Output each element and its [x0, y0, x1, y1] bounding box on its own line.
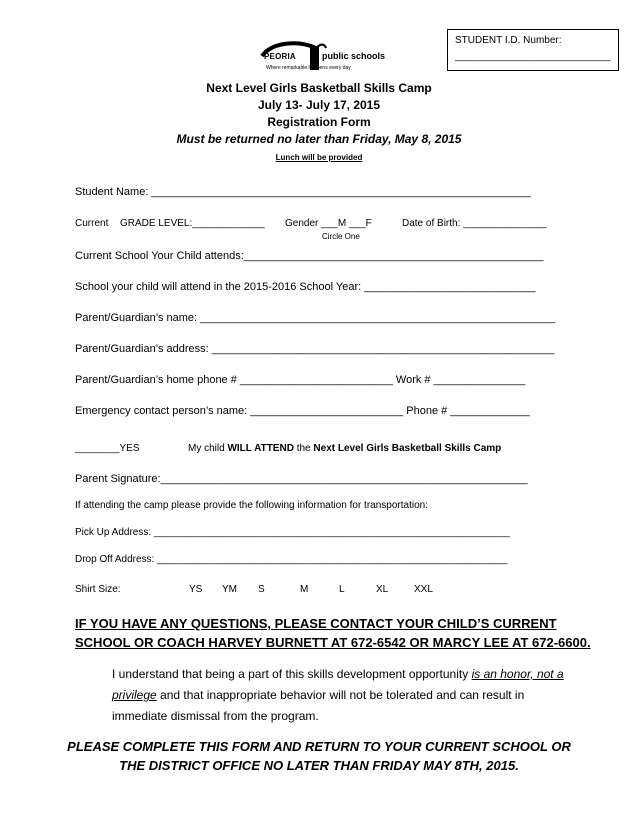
parent-address-field[interactable]: Parent/Guardian’s address: ________________________________________________________: [75, 343, 555, 355]
shirt-size-s[interactable]: S: [258, 584, 265, 595]
attendance-statement: [188, 443, 501, 454]
student-name-field[interactable]: Student Name: ______________________________________________________________: [75, 186, 531, 198]
camp-title: Next Level Girls Basketball Skills Camp: [206, 81, 432, 95]
shirt-size-m[interactable]: M: [300, 584, 309, 595]
disclaimer-part1: I understand that being a part of this skills development opportunity: [112, 667, 472, 681]
parent-name-field[interactable]: Parent/Guardian’s name: __________________________________________________________: [75, 312, 555, 324]
shirt-size-xl[interactable]: XL: [376, 584, 389, 595]
grade-level-field[interactable]: GRADE LEVEL:_____________: [120, 218, 265, 229]
student-id-box: [447, 29, 619, 71]
circle-one-note: Circle One: [322, 232, 360, 241]
home-phone-field[interactable]: Parent/Guardian’s home phone # _________________________ Work # _______________: [75, 374, 526, 386]
closing-instruction-line1: PLEASE COMPLETE THIS FORM AND RETURN TO YOUR CURRENT SCHOOL OR: [67, 739, 571, 754]
conduct-disclaimer: [112, 664, 572, 727]
attendance-text-mid: the: [293, 443, 314, 454]
attendance-camp-name: Next Level Girls Basketball Skills Camp: [313, 443, 502, 454]
attend-yes-field[interactable]: ________YES: [75, 443, 140, 454]
contact-notice-line1: IF YOU HAVE ANY QUESTIONS, PLEASE CONTACT YOUR CHILD’S CURRENT: [75, 616, 557, 631]
shirt-size-ym[interactable]: YM: [222, 584, 237, 595]
camp-dates: July 13- July 17, 2015: [257, 98, 381, 112]
attendance-will-attend: WILL ATTEND: [227, 443, 294, 454]
shirt-size-xxl[interactable]: XXL: [414, 584, 433, 595]
contact-notice-line2: SCHOOL OR COACH HARVEY BURNETT AT 672-6542 OR MARCY LEE AT 672-6600.: [75, 635, 591, 650]
date-of-birth-field[interactable]: Date of Birth: _______________: [402, 218, 547, 229]
disclaimer-emphasis: is an honor, not a privilege: [112, 667, 564, 702]
attendance-text-pre: My child: [188, 443, 228, 454]
form-title: Registration Form: [267, 115, 371, 129]
lunch-note: Lunch will be provided: [275, 153, 363, 162]
logo-peoria-text: PEORIA: [264, 52, 296, 61]
deadline-notice: Must be returned no later than Friday, May 8, 2015: [176, 132, 462, 146]
logo-public-schools-text: public schools: [322, 51, 386, 61]
grade-current-label: Current: [75, 218, 109, 229]
parent-signature-field[interactable]: Parent Signature:____________________________________________________________: [75, 473, 528, 485]
dropoff-address-field[interactable]: Drop Off Address: _______________________________________________________________: [75, 554, 508, 565]
pickup-address-field[interactable]: Pick Up Address: ________________________________________________________________: [75, 527, 510, 538]
district-logo: [258, 38, 388, 76]
transport-intro: If attending the camp please provide the following information for transportation:: [75, 500, 428, 511]
shirt-size-label: Shirt Size:: [75, 584, 121, 595]
current-school-field[interactable]: Current School Your Child attends:_________________________________________________: [75, 250, 544, 262]
student-id-field[interactable]: ____________________________: [455, 51, 611, 62]
closing-instruction-line2: THE DISTRICT OFFICE NO LATER THAN FRIDAY MAY 8TH, 2015.: [119, 758, 519, 773]
logo-tagline: Where remarkable happens every day: [266, 65, 351, 71]
emergency-contact-field[interactable]: Emergency contact person’s name: _________________________ Phone # _____________: [75, 405, 530, 417]
shirt-size-ys[interactable]: YS: [189, 584, 203, 595]
disclaimer-part2: and that inappropriate behavior will not be tolerated and can result in immediate dismissal from the program.: [112, 688, 525, 723]
next-school-field[interactable]: School your child will attend in the 2015-2016 School Year: ____________________________: [75, 281, 536, 293]
shirt-size-l[interactable]: L: [339, 584, 345, 595]
gender-field[interactable]: Gender ___M ___F: [285, 218, 372, 229]
student-id-label: STUDENT I.D. Number:: [455, 35, 562, 46]
